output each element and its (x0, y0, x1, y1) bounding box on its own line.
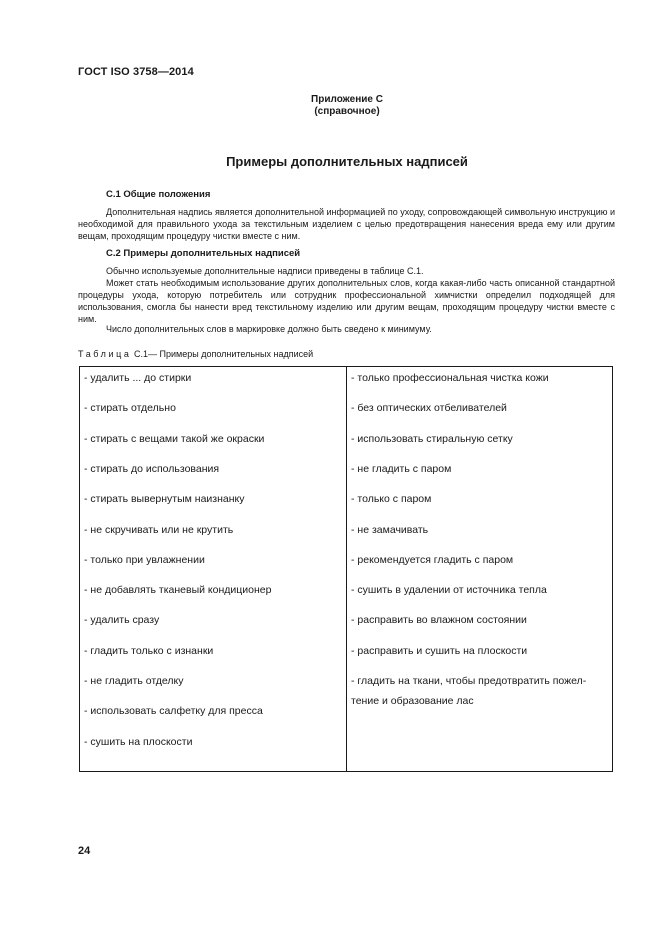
section-c2-paragraph-2: Может стать необходимым использование других дополнительных слов, когда какая-либо часть описанной стандартной процедуры ухода, которую потребитель или сотрудник профессиональной химчистки определил подходящей для использования, смогла бы нанести вред текстильному изделию или другим вещам, проходящим процедуру чистки вместе с ним. (78, 278, 615, 324)
table-cell-right: - рекомендуется гладить с паром (351, 554, 514, 566)
table-caption-text: С.1— Примеры дополнительных надписей (134, 349, 314, 359)
section-heading-c2: С.2 Примеры дополнительных надписей (106, 248, 301, 259)
table-cell-left: - удалить сразу (84, 614, 160, 626)
annex-title: Приложение С (311, 94, 383, 105)
section-c1-paragraph: Дополнительная надпись является дополнительной информацией по уходу, сопровождающей символьную инструкцию и необходимой для правильного ухода за текстильным изделием с целью предотвращения нанесения вреда ему или другим вещам, проходящим процедуру чистки вместе с ним. (78, 207, 615, 241)
table-cell-left: - стирать вывернутым наизнанку (84, 493, 245, 505)
table-cell-right: - использовать стиральную сетку (351, 433, 513, 445)
section-heading-c1: С.1 Общие положения (106, 189, 211, 200)
page-number: 24 (78, 845, 91, 857)
table-cell-left: - использовать салфетку для пресса (84, 705, 263, 717)
table-cell-left: - только при увлажнении (84, 554, 205, 566)
table-cell-right: - без оптических отбеливателей (351, 402, 507, 414)
table-cell-left: - стирать отдельно (84, 402, 176, 414)
document-header-code: ГОСТ ISO 3758—2014 (78, 66, 194, 78)
table-cell-left: - не гладить отделку (84, 675, 184, 687)
table-caption (78, 349, 313, 359)
table-cell-right: - расправить и сушить на плоскости (351, 645, 528, 657)
table-cell-right: - не гладить с паром (351, 463, 452, 475)
table-cell-left: - стирать до использования (84, 463, 220, 475)
table-cell-left: - удалить ... до стирки (84, 372, 192, 384)
table-column-divider (346, 366, 347, 772)
table-cell-right: - только с паром (351, 493, 432, 505)
table-cell-left: - не добавлять тканевый кондиционер (84, 584, 272, 596)
table-cell-right: - расправить во влажном состоянии (351, 614, 527, 626)
annex-main-title: Примеры дополнительных надписей (226, 154, 468, 169)
table-cell-right: - сушить в удалении от источника тепла (351, 584, 547, 596)
table-cell-right: - не замачивать (351, 524, 429, 536)
table-cell-left: - не скручивать или не крутить (84, 524, 234, 536)
table-cell-right: - гладить на ткани, чтобы предотвратить пожел-тение и образование лас (351, 675, 587, 707)
table-cell-left: - сушить на плоскости (84, 736, 193, 748)
table-cell-left: - гладить только с изнанки (84, 645, 214, 657)
annex-subtitle: (справочное) (314, 106, 380, 117)
table-cell-left: - стирать с вещами такой же окраски (84, 433, 265, 445)
table-caption-label: Таблица (78, 349, 132, 359)
section-c2-paragraph-3: Число дополнительных слов в маркировке должно быть сведено к минимуму. (106, 324, 432, 334)
table-cell-right: - только профессиональная чистка кожи (351, 372, 549, 384)
section-c2-paragraph-1: Обычно используемые дополнительные надписи приведены в таблице С.1. (106, 266, 424, 276)
